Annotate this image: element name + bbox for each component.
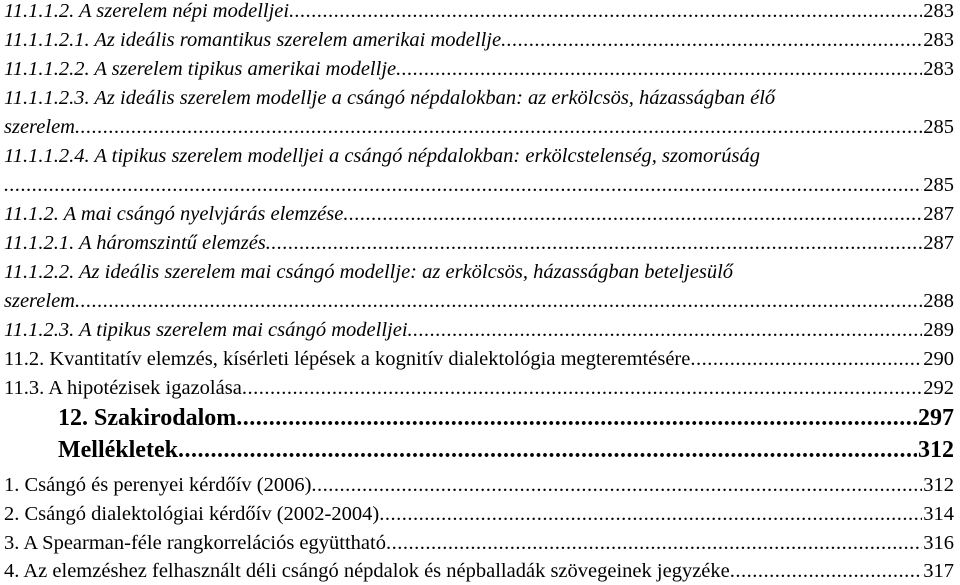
toc-page-number: 289 [923,319,954,341]
toc-title: Az ideális romantikus szerelem amerikai modellje [94,29,502,51]
leader-dots [266,229,922,258]
toc-entry[interactable] [4,557,954,585]
toc-title-continuation: szerelem [4,115,75,138]
toc-number: 11.1.1.2.1. [4,29,90,51]
toc-entry[interactable] [4,142,954,199]
toc-title: Az elemzéshez felhasznált déli csángó népdalok és népballadák szövegeinek jegyzéke [23,560,730,582]
leader-dots [343,200,922,229]
toc-page-number: 290 [923,348,954,370]
toc-number: 12. [58,405,88,431]
toc-entry[interactable] [4,84,954,141]
toc-title: Az ideális szerelem modellje a csángó népdalokban: az erkölcsös, házasságban élő [94,87,776,109]
toc-page-number: 317 [923,560,954,582]
toc-page-number: 312 [923,474,954,496]
toc-entry[interactable] [4,436,954,465]
toc-entry[interactable] [4,345,954,374]
toc-title: A hipotézisek igazolása [48,377,242,399]
toc-title: Csángó és perenyei kérdőív (2006) [24,474,312,496]
toc-page-number: 314 [923,503,954,525]
toc-page-number: 287 [923,232,954,254]
toc-entry[interactable] [4,374,954,403]
toc-number: 11.2. [4,348,45,370]
toc-page-number: 283 [923,29,954,51]
toc-entry[interactable] [4,0,954,26]
toc-entry[interactable] [4,229,954,258]
toc-number: 11.1.1.2. [4,0,75,22]
leader-dots [236,404,917,433]
toc-page-number: 283 [923,0,954,22]
toc-entry[interactable] [4,258,954,315]
toc-page-number: 316 [923,532,954,554]
toc-title: Az ideális szerelem mai csángó modellje: az erkölcsös, házasságban beteljesülő [79,261,734,283]
toc-page-number: 292 [923,377,954,399]
toc-number: 2. [4,503,20,525]
toc-number: 11.1.1.2.2. [4,58,90,80]
toc-number: 4. [4,560,20,582]
toc-number: 11.1.2.2. [4,261,75,283]
leader-dots [178,436,917,465]
toc-entry[interactable] [4,316,954,345]
leader-dots [690,345,922,374]
leader-dots [396,55,922,84]
toc-page-number: 288 [923,289,954,312]
toc-entry[interactable] [4,200,954,229]
toc-number: 11.1.2. [4,203,59,225]
toc-page-number: 283 [923,58,954,80]
toc-title: Szakirodalom [94,405,237,431]
leader-dots [75,113,922,142]
toc-number: 11.1.1.2.4. [4,145,90,167]
toc-entry[interactable] [4,529,954,558]
toc-page-number: 285 [923,115,954,138]
toc-page-number: 285 [923,173,954,196]
toc-number: 11.1.2.1. [4,232,75,254]
leader-dots [75,287,922,316]
toc-title: Kvantitatív elemzés, kísérleti lépések a kognitív dialektológia megteremtésére [49,348,691,370]
toc-title: A szerelem népi modelljei [79,0,290,22]
toc-number: 11.1.2.3. [4,319,75,341]
toc-number: 3. [4,532,20,554]
toc-entry[interactable] [4,55,954,84]
toc-title: A tipikus szerelem modelljei a csángó népdalokban: erkölcstelenség, szomorúság [94,145,760,167]
toc-entry[interactable] [4,404,954,433]
toc-title: A háromszintű elemzés [79,232,266,254]
leader-dots [311,471,922,500]
toc-number: 11.1.1.2.3. [4,87,90,109]
toc-number: 1. [4,474,20,496]
toc-entry[interactable] [4,471,954,500]
leader-dots [242,374,922,403]
toc-title: Mellékletek [58,437,178,463]
toc-entry[interactable] [4,500,954,529]
leader-dots [386,529,922,558]
toc-title: A mai csángó nyelvjárás elemzése [63,203,344,225]
leader-dots [379,500,922,529]
leader-dots [730,557,923,585]
toc-title: A tipikus szerelem mai csángó modelljei [79,319,408,341]
toc-number: 11.3. [4,377,45,399]
toc-page-number: 312 [918,437,954,463]
leader-dots [501,26,922,55]
toc-title: Csángó dialektológiai kérdőív (2002-2004) [24,503,380,525]
leader-dots [289,0,922,26]
toc-page-number: 297 [918,405,954,431]
leader-dots [408,316,923,345]
toc-title: A Spearman-féle rangkorrelációs együttható [23,532,386,554]
leader-dots [4,171,922,200]
toc-title: A szerelem tipikus amerikai modellje [94,58,397,80]
toc-entry[interactable] [4,26,954,55]
toc-title-continuation: szerelem [4,289,75,312]
toc-page-number: 287 [923,203,954,225]
